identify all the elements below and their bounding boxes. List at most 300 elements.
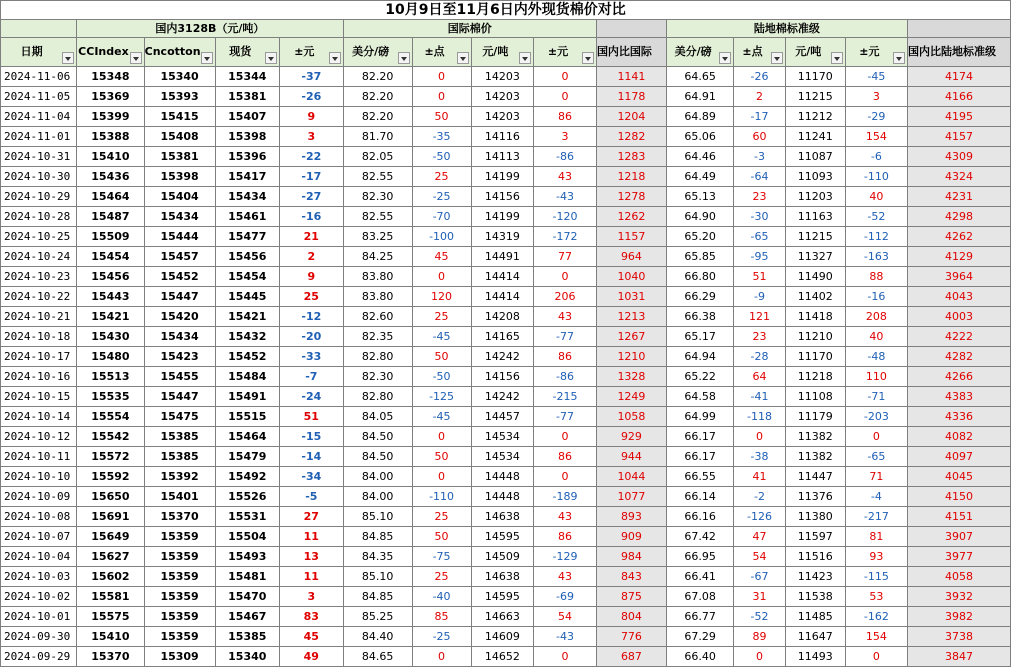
table-cell: 0	[412, 647, 471, 667]
table-cell: 0	[534, 267, 597, 287]
table-cell: 0	[534, 87, 597, 107]
table-cell: -45	[412, 407, 471, 427]
filter-dropdown-icon[interactable]	[519, 52, 531, 64]
table-cell: -29	[845, 107, 907, 127]
table-cell: 14116	[471, 127, 534, 147]
table-cell: 82.30	[343, 367, 412, 387]
table-cell: 15464	[215, 427, 280, 447]
table-cell: 50	[412, 347, 471, 367]
table-cell: 11218	[785, 367, 845, 387]
table-cell: 66.41	[666, 567, 733, 587]
table-cell: -20	[280, 327, 344, 347]
table-cell: 14652	[471, 647, 534, 667]
table-cell: -50	[412, 147, 471, 167]
table-cell: 1213	[596, 307, 666, 327]
filter-dropdown-icon[interactable]	[582, 52, 594, 64]
table-cell: 15475	[144, 407, 215, 427]
table-cell: 110	[845, 367, 907, 387]
table-cell: 11087	[785, 147, 845, 167]
table-cell: 15649	[77, 527, 144, 547]
table-cell: 84.35	[343, 547, 412, 567]
table-cell: 11647	[785, 627, 845, 647]
table-row	[1, 407, 1011, 427]
table-cell: 15470	[215, 587, 280, 607]
table-cell: -26	[734, 67, 785, 87]
table-cell: 67.08	[666, 587, 733, 607]
table-cell: 50	[412, 527, 471, 547]
table-cell: 15492	[215, 467, 280, 487]
table-cell: 27	[280, 507, 344, 527]
table-cell: 1218	[596, 167, 666, 187]
table-cell: -52	[845, 207, 907, 227]
column-header	[734, 38, 785, 67]
table-cell: 13	[280, 547, 344, 567]
table-cell: 15480	[77, 347, 144, 367]
date-cell: 2024-10-02	[1, 587, 77, 607]
table-cell: -162	[845, 607, 907, 627]
table-cell: 15381	[144, 147, 215, 167]
table-cell: 1283	[596, 147, 666, 167]
table-cell: 1267	[596, 327, 666, 347]
table-cell: -5	[280, 487, 344, 507]
filter-dropdown-icon[interactable]	[265, 52, 277, 64]
table-cell: 1282	[596, 127, 666, 147]
table-cell: 120	[412, 287, 471, 307]
table-cell: -129	[534, 547, 597, 567]
date-cell: 2024-09-30	[1, 627, 77, 647]
table-cell: 82.35	[343, 327, 412, 347]
table-cell: -40	[412, 587, 471, 607]
table-cell: -86	[534, 367, 597, 387]
table-cell: 15392	[144, 467, 215, 487]
table-cell: 0	[412, 87, 471, 107]
table-cell: -75	[412, 547, 471, 567]
table-cell: 9	[280, 267, 344, 287]
table-cell: 1249	[596, 387, 666, 407]
table-cell: 43	[534, 307, 597, 327]
column-header-label: ±元	[547, 45, 569, 58]
table-cell: 804	[596, 607, 666, 627]
table-cell: -203	[845, 407, 907, 427]
filter-dropdown-icon[interactable]	[329, 52, 341, 64]
table-cell: 66.38	[666, 307, 733, 327]
column-header-label: 国内比国际	[596, 45, 652, 58]
table-cell: -3	[734, 147, 785, 167]
table-cell: 85.10	[343, 507, 412, 527]
table-cell: 15445	[215, 287, 280, 307]
table-cell: 15309	[144, 647, 215, 667]
table-cell: 4043	[907, 287, 1010, 307]
table-cell: 15572	[77, 447, 144, 467]
table-cell: -38	[734, 447, 785, 467]
table-cell: 15602	[77, 567, 144, 587]
table-row	[1, 487, 1011, 507]
table-cell: 51	[734, 267, 785, 287]
table-cell: 4058	[907, 567, 1010, 587]
table-cell: 15359	[144, 567, 215, 587]
filter-dropdown-icon[interactable]	[771, 52, 783, 64]
table-cell: 15452	[144, 267, 215, 287]
table-title: 10月9日至11月6日内外现货棉价对比	[1, 1, 1011, 20]
table-cell: 11210	[785, 327, 845, 347]
table-cell: 82.55	[343, 167, 412, 187]
table-cell: 15415	[144, 107, 215, 127]
table-cell: 45	[412, 247, 471, 267]
table-cell: 51	[280, 407, 344, 427]
table-cell: 14509	[471, 547, 534, 567]
table-cell: -9	[734, 287, 785, 307]
table-cell: 23	[734, 187, 785, 207]
table-cell: 14491	[471, 247, 534, 267]
table-cell: 15456	[215, 247, 280, 267]
filter-dropdown-icon[interactable]	[201, 52, 213, 64]
table-row	[1, 67, 1011, 87]
filter-dropdown-icon[interactable]	[719, 52, 731, 64]
table-cell: 15531	[215, 507, 280, 527]
table-cell: 1178	[596, 87, 666, 107]
table-cell: 15423	[144, 347, 215, 367]
table-cell: 85	[412, 607, 471, 627]
table-cell: -28	[734, 347, 785, 367]
table-cell: 3847	[907, 647, 1010, 667]
table-row	[1, 87, 1011, 107]
date-cell: 2024-10-15	[1, 387, 77, 407]
table-cell: 14534	[471, 427, 534, 447]
table-cell: 25	[412, 507, 471, 527]
table-cell: 82.30	[343, 187, 412, 207]
table-cell: 2	[734, 87, 785, 107]
table-cell: 875	[596, 587, 666, 607]
table-cell: 0	[734, 427, 785, 447]
table-cell: 77	[534, 247, 597, 267]
table-cell: 65.20	[666, 227, 733, 247]
table-cell: -67	[734, 567, 785, 587]
filter-dropdown-icon[interactable]	[831, 52, 843, 64]
table-row	[1, 307, 1011, 327]
table-cell: 86	[534, 447, 597, 467]
table-cell: 84.25	[343, 247, 412, 267]
table-cell: 15455	[144, 367, 215, 387]
table-cell: 82.55	[343, 207, 412, 227]
table-cell: 66.14	[666, 487, 733, 507]
table-cell: 85.10	[343, 567, 412, 587]
table-cell: 11382	[785, 427, 845, 447]
table-cell: 15381	[215, 87, 280, 107]
column-header	[144, 38, 215, 67]
table-cell: 15447	[144, 287, 215, 307]
table-row	[1, 127, 1011, 147]
table-cell: 15385	[144, 427, 215, 447]
table-cell: 11380	[785, 507, 845, 527]
table-cell: 15513	[77, 367, 144, 387]
table-cell: 15454	[77, 247, 144, 267]
table-cell: 11108	[785, 387, 845, 407]
table-cell: 83.25	[343, 227, 412, 247]
table-cell: -17	[280, 167, 344, 187]
table-cell: -26	[280, 87, 344, 107]
table-cell: 11402	[785, 287, 845, 307]
table-cell: 66.55	[666, 467, 733, 487]
column-header	[534, 38, 597, 67]
table-cell: 14242	[471, 347, 534, 367]
table-cell: 15340	[144, 67, 215, 87]
table-cell: 11241	[785, 127, 845, 147]
table-cell: 84.40	[343, 627, 412, 647]
table-cell: 15420	[144, 307, 215, 327]
table-cell: 1077	[596, 487, 666, 507]
date-cell: 2024-10-08	[1, 507, 77, 527]
table-cell: -43	[534, 187, 597, 207]
table-cell: 15401	[144, 487, 215, 507]
table-cell: 14414	[471, 267, 534, 287]
table-cell: 50	[412, 447, 471, 467]
table-cell: 66.17	[666, 447, 733, 467]
table-cell: 11447	[785, 467, 845, 487]
table-cell: 15359	[144, 587, 215, 607]
table-cell: -2	[734, 487, 785, 507]
table-cell: 15434	[144, 207, 215, 227]
table-cell: 4282	[907, 347, 1010, 367]
table-cell: -189	[534, 487, 597, 507]
table-cell: 64.65	[666, 67, 733, 87]
table-cell: 82.80	[343, 347, 412, 367]
table-cell: -126	[734, 507, 785, 527]
table-cell: 4150	[907, 487, 1010, 507]
table-row	[1, 427, 1011, 447]
table-cell: 15421	[77, 307, 144, 327]
table-cell: 14156	[471, 187, 534, 207]
table-cell: 3	[534, 127, 597, 147]
filter-dropdown-icon[interactable]	[893, 52, 905, 64]
table-cell: 41	[734, 467, 785, 487]
table-row	[1, 567, 1011, 587]
table-cell: -64	[734, 167, 785, 187]
table-cell: 66.40	[666, 647, 733, 667]
table-row	[1, 327, 1011, 347]
column-header	[845, 38, 907, 67]
table-cell: 15477	[215, 227, 280, 247]
table-cell: 687	[596, 647, 666, 667]
table-cell: 15481	[215, 567, 280, 587]
table-cell: 14165	[471, 327, 534, 347]
table-cell: 11203	[785, 187, 845, 207]
table-cell: 82.60	[343, 307, 412, 327]
table-cell: 4266	[907, 367, 1010, 387]
table-cell: 66.29	[666, 287, 733, 307]
table-cell: 11516	[785, 547, 845, 567]
table-cell: 14203	[471, 87, 534, 107]
table-cell: 84.85	[343, 527, 412, 547]
table-cell: 15410	[77, 627, 144, 647]
table-cell: 14203	[471, 107, 534, 127]
filter-dropdown-icon[interactable]	[398, 52, 410, 64]
table-cell: 43	[534, 167, 597, 187]
table-cell: -22	[280, 147, 344, 167]
table-cell: -77	[534, 407, 597, 427]
table-cell: 15447	[144, 387, 215, 407]
table-cell: 3964	[907, 267, 1010, 287]
date-cell: 2024-10-30	[1, 167, 77, 187]
date-cell: 2024-10-24	[1, 247, 77, 267]
table-cell: 71	[845, 467, 907, 487]
column-header-label: CCIndex	[78, 45, 129, 58]
table-cell: 66.16	[666, 507, 733, 527]
table-cell: 15493	[215, 547, 280, 567]
table-cell: 1044	[596, 467, 666, 487]
table-cell: 4045	[907, 467, 1010, 487]
table-cell: 81.70	[343, 127, 412, 147]
table-cell: 67.42	[666, 527, 733, 547]
table-cell: 14113	[471, 147, 534, 167]
table-cell: -25	[412, 627, 471, 647]
table-cell: 2	[280, 247, 344, 267]
table-cell: 15554	[77, 407, 144, 427]
table-row	[1, 207, 1011, 227]
blank-grey-cell-2	[907, 20, 1010, 38]
table-cell: 14534	[471, 447, 534, 467]
table-cell: 11493	[785, 647, 845, 667]
table-cell: 1204	[596, 107, 666, 127]
table-cell: 15340	[215, 647, 280, 667]
column-header-label: 现货	[229, 45, 252, 58]
table-cell: 15359	[144, 607, 215, 627]
table-cell: 11	[280, 527, 344, 547]
table-cell: 0	[534, 67, 597, 87]
table-cell: 4383	[907, 387, 1010, 407]
table-cell: 4157	[907, 127, 1010, 147]
table-cell: 82.20	[343, 67, 412, 87]
filter-dropdown-icon[interactable]	[62, 52, 74, 64]
table-cell: 88	[845, 267, 907, 287]
table-cell: 4082	[907, 427, 1010, 447]
filter-dropdown-icon[interactable]	[457, 52, 469, 64]
table-cell: -120	[534, 207, 597, 227]
table-cell: 1040	[596, 267, 666, 287]
table-cell: -115	[845, 567, 907, 587]
table-cell: 66.77	[666, 607, 733, 627]
table-cell: 54	[734, 547, 785, 567]
table-row	[1, 367, 1011, 387]
column-header-label: 国内比陆地标准级	[907, 45, 996, 58]
date-cell: 2024-10-10	[1, 467, 77, 487]
table-cell: -100	[412, 227, 471, 247]
table-cell: 11327	[785, 247, 845, 267]
column-header	[412, 38, 471, 67]
table-cell: -70	[412, 207, 471, 227]
date-cell: 2024-11-05	[1, 87, 77, 107]
table-cell: 14319	[471, 227, 534, 247]
table-cell: 14199	[471, 207, 534, 227]
table-cell: 14595	[471, 527, 534, 547]
table-cell: 84.00	[343, 487, 412, 507]
table-cell: 15452	[215, 347, 280, 367]
table-cell: 15487	[77, 207, 144, 227]
table-cell: 11538	[785, 587, 845, 607]
table-cell: -25	[412, 187, 471, 207]
table-row	[1, 447, 1011, 467]
table-cell: 53	[845, 587, 907, 607]
table-cell: 64.46	[666, 147, 733, 167]
table-cell: 15592	[77, 467, 144, 487]
table-cell: 11485	[785, 607, 845, 627]
table-cell: 15370	[144, 507, 215, 527]
table-cell: 14609	[471, 627, 534, 647]
table-cell: 15464	[77, 187, 144, 207]
table-row	[1, 347, 1011, 367]
table-cell: 84.05	[343, 407, 412, 427]
column-header	[666, 38, 733, 67]
table-cell: 154	[845, 127, 907, 147]
table-cell: 0	[845, 427, 907, 447]
table-cell: -24	[280, 387, 344, 407]
column-header	[215, 38, 280, 67]
table-cell: 15504	[215, 527, 280, 547]
date-cell: 2024-10-23	[1, 267, 77, 287]
table-cell: 82.05	[343, 147, 412, 167]
date-cell: 2024-10-07	[1, 527, 77, 547]
table-cell: 929	[596, 427, 666, 447]
table-row	[1, 167, 1011, 187]
table-cell: 4231	[907, 187, 1010, 207]
column-header-label: ±元	[859, 45, 880, 58]
table-cell: 15461	[215, 207, 280, 227]
table-cell: 15575	[77, 607, 144, 627]
table-cell: 65.17	[666, 327, 733, 347]
table-cell: 25	[412, 167, 471, 187]
table-cell: 11212	[785, 107, 845, 127]
column-header	[1, 38, 77, 67]
table-cell: -41	[734, 387, 785, 407]
table-cell: 15691	[77, 507, 144, 527]
table-cell: 909	[596, 527, 666, 547]
table-cell: 50	[412, 107, 471, 127]
date-cell: 2024-10-21	[1, 307, 77, 327]
table-cell: 14638	[471, 567, 534, 587]
table-cell: 11093	[785, 167, 845, 187]
table-cell: 15385	[215, 627, 280, 647]
table-cell: 67.29	[666, 627, 733, 647]
table-cell: 14199	[471, 167, 534, 187]
column-header-label: 美分/磅	[674, 45, 712, 58]
table-cell: 1141	[596, 67, 666, 87]
table-cell: 14595	[471, 587, 534, 607]
date-cell: 2024-10-04	[1, 547, 77, 567]
table-cell: 15407	[215, 107, 280, 127]
table-cell: 15388	[77, 127, 144, 147]
table-cell: -125	[412, 387, 471, 407]
table-cell: 15398	[215, 127, 280, 147]
table-cell: 3	[280, 127, 344, 147]
table-cell: 15650	[77, 487, 144, 507]
table-cell: 15515	[215, 407, 280, 427]
table-cell: 4166	[907, 87, 1010, 107]
table-cell: 0	[412, 67, 471, 87]
table-cell: 121	[734, 307, 785, 327]
table-cell: 65.06	[666, 127, 733, 147]
table-cell: 40	[845, 187, 907, 207]
table-cell: 4324	[907, 167, 1010, 187]
column-header-label: ±元	[294, 45, 315, 58]
table-cell: 4003	[907, 307, 1010, 327]
table-cell: 86	[534, 527, 597, 547]
table-cell: 64.89	[666, 107, 733, 127]
table-cell: 3907	[907, 527, 1010, 547]
table-cell: 65.13	[666, 187, 733, 207]
table-cell: 15398	[144, 167, 215, 187]
filter-dropdown-icon[interactable]	[130, 52, 142, 64]
table-cell: -65	[734, 227, 785, 247]
table-cell: 1262	[596, 207, 666, 227]
